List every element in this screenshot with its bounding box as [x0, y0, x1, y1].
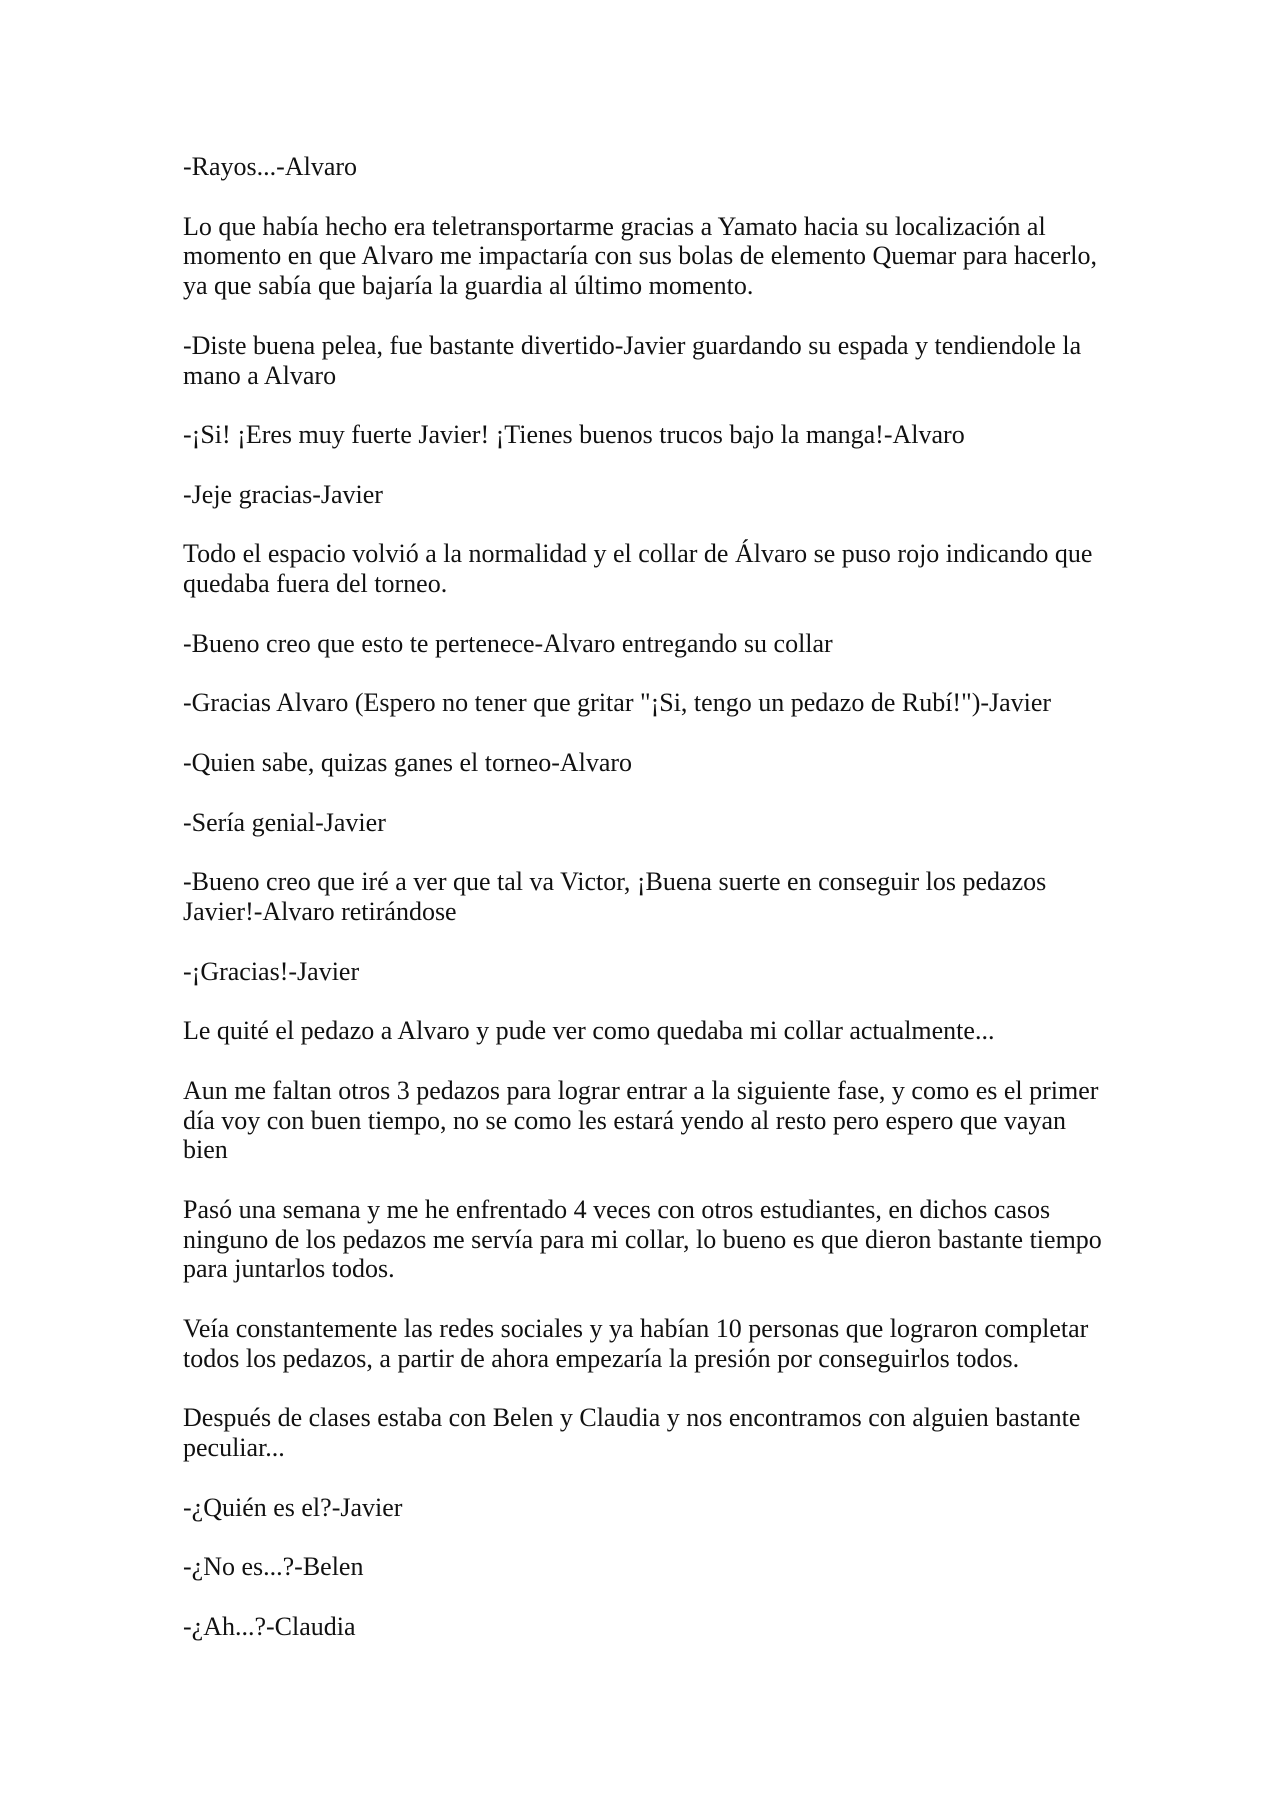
text-line: Le quité el pedazo a Alvaro y pude ver como quedaba mi collar actualmente... — [183, 1016, 995, 1046]
paragraph — [183, 957, 1123, 987]
paragraph — [183, 629, 1123, 659]
paragraph — [183, 480, 1123, 510]
text-line: Después de clases estaba con Belen y Claudia y nos encontramos con alguien bastante — [183, 1403, 1081, 1433]
paragraph — [183, 748, 1123, 778]
text-line: ya que sabía que bajaría la guardia al último momento. — [183, 271, 754, 301]
paragraph — [183, 808, 1123, 838]
text-line: Lo que había hecho era teletransportarme gracias a Yamato hacia su localización al — [183, 211, 1046, 241]
text-line: ninguno de los pedazos me servía para mi collar, lo bueno es que dieron bastante tiempo — [183, 1224, 1102, 1254]
text-line: Pasó una semana y me he enfrentado 4 veces con otros estudiantes, en dichos casos — [183, 1194, 1051, 1224]
paragraph — [183, 867, 1123, 927]
paragraph — [183, 688, 1123, 718]
paragraph — [183, 331, 1123, 391]
text-line: -¡Si! ¡Eres muy fuerte Javier! ¡Tienes buenos trucos bajo la manga!-Alvaro — [183, 420, 965, 450]
text-line: -¡Gracias!-Javier — [183, 956, 360, 986]
paragraph — [183, 1493, 1123, 1523]
paragraph — [183, 1403, 1123, 1463]
paragraph — [183, 212, 1123, 301]
paragraph — [183, 420, 1123, 450]
text-line: Veía constantemente las redes sociales y ya habían 10 personas que lograron completar — [183, 1314, 1089, 1344]
text-line: -Bueno creo que iré a ver que tal va Victor, ¡Buena suerte en conseguir los pedazos — [183, 867, 1047, 897]
text-line: mano a Alvaro — [183, 360, 337, 390]
paragraph — [183, 152, 1123, 182]
text-line: -Sería genial-Javier — [183, 807, 386, 837]
text-line: todos los pedazos, a partir de ahora empezaría la presión por conseguirlos todos. — [183, 1343, 1020, 1373]
paragraph — [183, 1195, 1123, 1284]
text-line: momento en que Alvaro me impactaría con sus bolas de elemento Quemar para hacerlo, — [183, 241, 1097, 271]
text-line: -¿Ah...?-Claudia — [183, 1612, 356, 1642]
text-line: -¿Quién es el?-Javier — [183, 1492, 403, 1522]
paragraph — [183, 1076, 1123, 1165]
text-line: Javier!-Alvaro retirándose — [183, 896, 457, 926]
text-line: quedaba fuera del torneo. — [183, 569, 448, 599]
text-line: peculiar... — [183, 1433, 285, 1463]
text-line: día voy con buen tiempo, no se como les estará yendo al resto pero espero que vayan — [183, 1105, 1066, 1135]
text-line: -Quien sabe, quizas ganes el torneo-Alvaro — [183, 747, 633, 777]
text-line: -Rayos...-Alvaro — [183, 152, 358, 181]
paragraph — [183, 1552, 1123, 1582]
text-line: -¿No es...?-Belen — [183, 1552, 364, 1582]
paragraph — [183, 539, 1123, 599]
document-page — [183, 152, 1123, 1672]
text-line: bien — [183, 1135, 228, 1165]
text-line: para juntarlos todos. — [183, 1254, 395, 1284]
text-line: Aun me faltan otros 3 pedazos para lograr entrar a la siguiente fase, y como es el primer — [183, 1075, 1099, 1105]
paragraph — [183, 1612, 1123, 1642]
text-line: -Jeje gracias-Javier — [183, 479, 383, 509]
text-line: -Gracias Alvaro (Espero no tener que gritar "¡Si, tengo un pedazo de Rubí!")-Javier — [183, 688, 1052, 718]
paragraph — [183, 1314, 1123, 1374]
text-line: Todo el espacio volvió a la normalidad y el collar de Álvaro se puso rojo indicando que — [183, 539, 1093, 569]
text-line: -Diste buena pelea, fue bastante divertido-Javier guardando su espada y tendiendole la — [183, 330, 1082, 360]
text-line: -Bueno creo que esto te pertenece-Alvaro entregando su collar — [183, 628, 833, 658]
paragraph — [183, 1016, 1123, 1046]
